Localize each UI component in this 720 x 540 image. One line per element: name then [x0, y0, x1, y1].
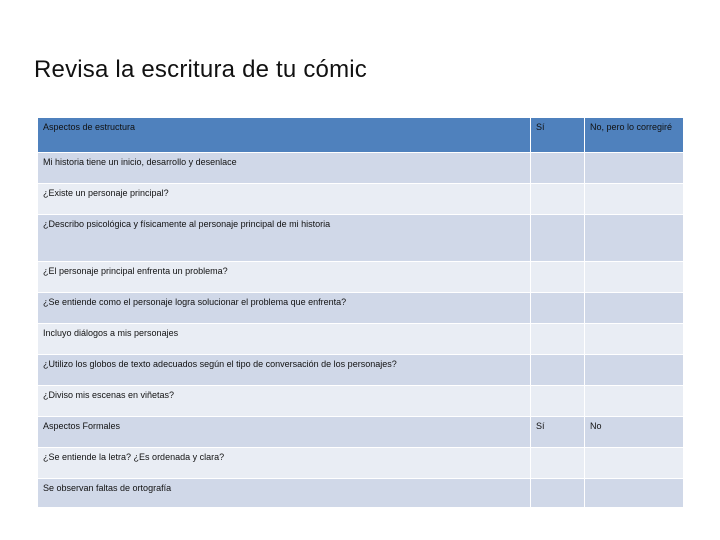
row-yes-cell[interactable] — [531, 448, 584, 478]
header-cell-yes: Sí — [531, 118, 584, 152]
page-title: Revisa la escritura de tu cómic — [34, 56, 367, 83]
row-no-cell[interactable] — [585, 479, 683, 507]
row-yes-cell[interactable] — [531, 293, 584, 323]
row-no-cell[interactable] — [585, 153, 683, 183]
row-label: ¿Describo psicológica y físicamente al personaje principal de mi historia — [38, 215, 530, 261]
row-label: ¿Utilizo los globos de texto adecuados según el tipo de conversación de los personajes? — [38, 355, 530, 385]
row-yes-cell[interactable] — [531, 386, 584, 416]
header-cell-no: No, pero lo corregiré — [585, 118, 683, 152]
row-yes-cell[interactable] — [531, 153, 584, 183]
row-yes-cell[interactable] — [531, 215, 584, 261]
row-yes-cell: Sí — [531, 417, 584, 447]
row-label: Aspectos Formales — [38, 417, 530, 447]
row-label: ¿El personaje principal enfrenta un problema? — [38, 262, 530, 292]
row-no-cell: No — [585, 417, 683, 447]
row-no-cell[interactable] — [585, 215, 683, 261]
row-label: ¿Se entiende como el personaje logra solucionar el problema que enfrenta? — [38, 293, 530, 323]
row-yes-cell[interactable] — [531, 355, 584, 385]
table-row — [38, 479, 683, 507]
checklist-table — [37, 117, 684, 508]
table-row — [38, 448, 683, 478]
row-no-cell[interactable] — [585, 386, 683, 416]
row-yes-cell[interactable] — [531, 324, 584, 354]
row-no-cell[interactable] — [585, 262, 683, 292]
row-label: ¿Existe un personaje principal? — [38, 184, 530, 214]
table-row — [38, 153, 683, 183]
row-yes-cell[interactable] — [531, 479, 584, 507]
row-no-cell[interactable] — [585, 448, 683, 478]
row-label: ¿Diviso mis escenas en viñetas? — [38, 386, 530, 416]
row-no-cell[interactable] — [585, 293, 683, 323]
table-row-formal-header — [38, 417, 683, 447]
table-row — [38, 355, 683, 385]
row-no-cell[interactable] — [585, 355, 683, 385]
row-no-cell[interactable] — [585, 324, 683, 354]
row-no-cell[interactable] — [585, 184, 683, 214]
table-row — [38, 215, 683, 261]
row-label: ¿Se entiende la letra? ¿Es ordenada y clara? — [38, 448, 530, 478]
table-row — [38, 324, 683, 354]
row-yes-cell[interactable] — [531, 184, 584, 214]
table-row — [38, 184, 683, 214]
row-label: Mi historia tiene un inicio, desarrollo y desenlace — [38, 153, 530, 183]
table-header-row — [38, 118, 683, 152]
row-yes-cell[interactable] — [531, 262, 584, 292]
header-cell-aspect: Aspectos de estructura — [38, 118, 530, 152]
table-row — [38, 386, 683, 416]
row-label: Incluyo diálogos a mis personajes — [38, 324, 530, 354]
table-row — [38, 293, 683, 323]
table-row — [38, 262, 683, 292]
row-label: Se observan faltas de ortografía — [38, 479, 530, 507]
